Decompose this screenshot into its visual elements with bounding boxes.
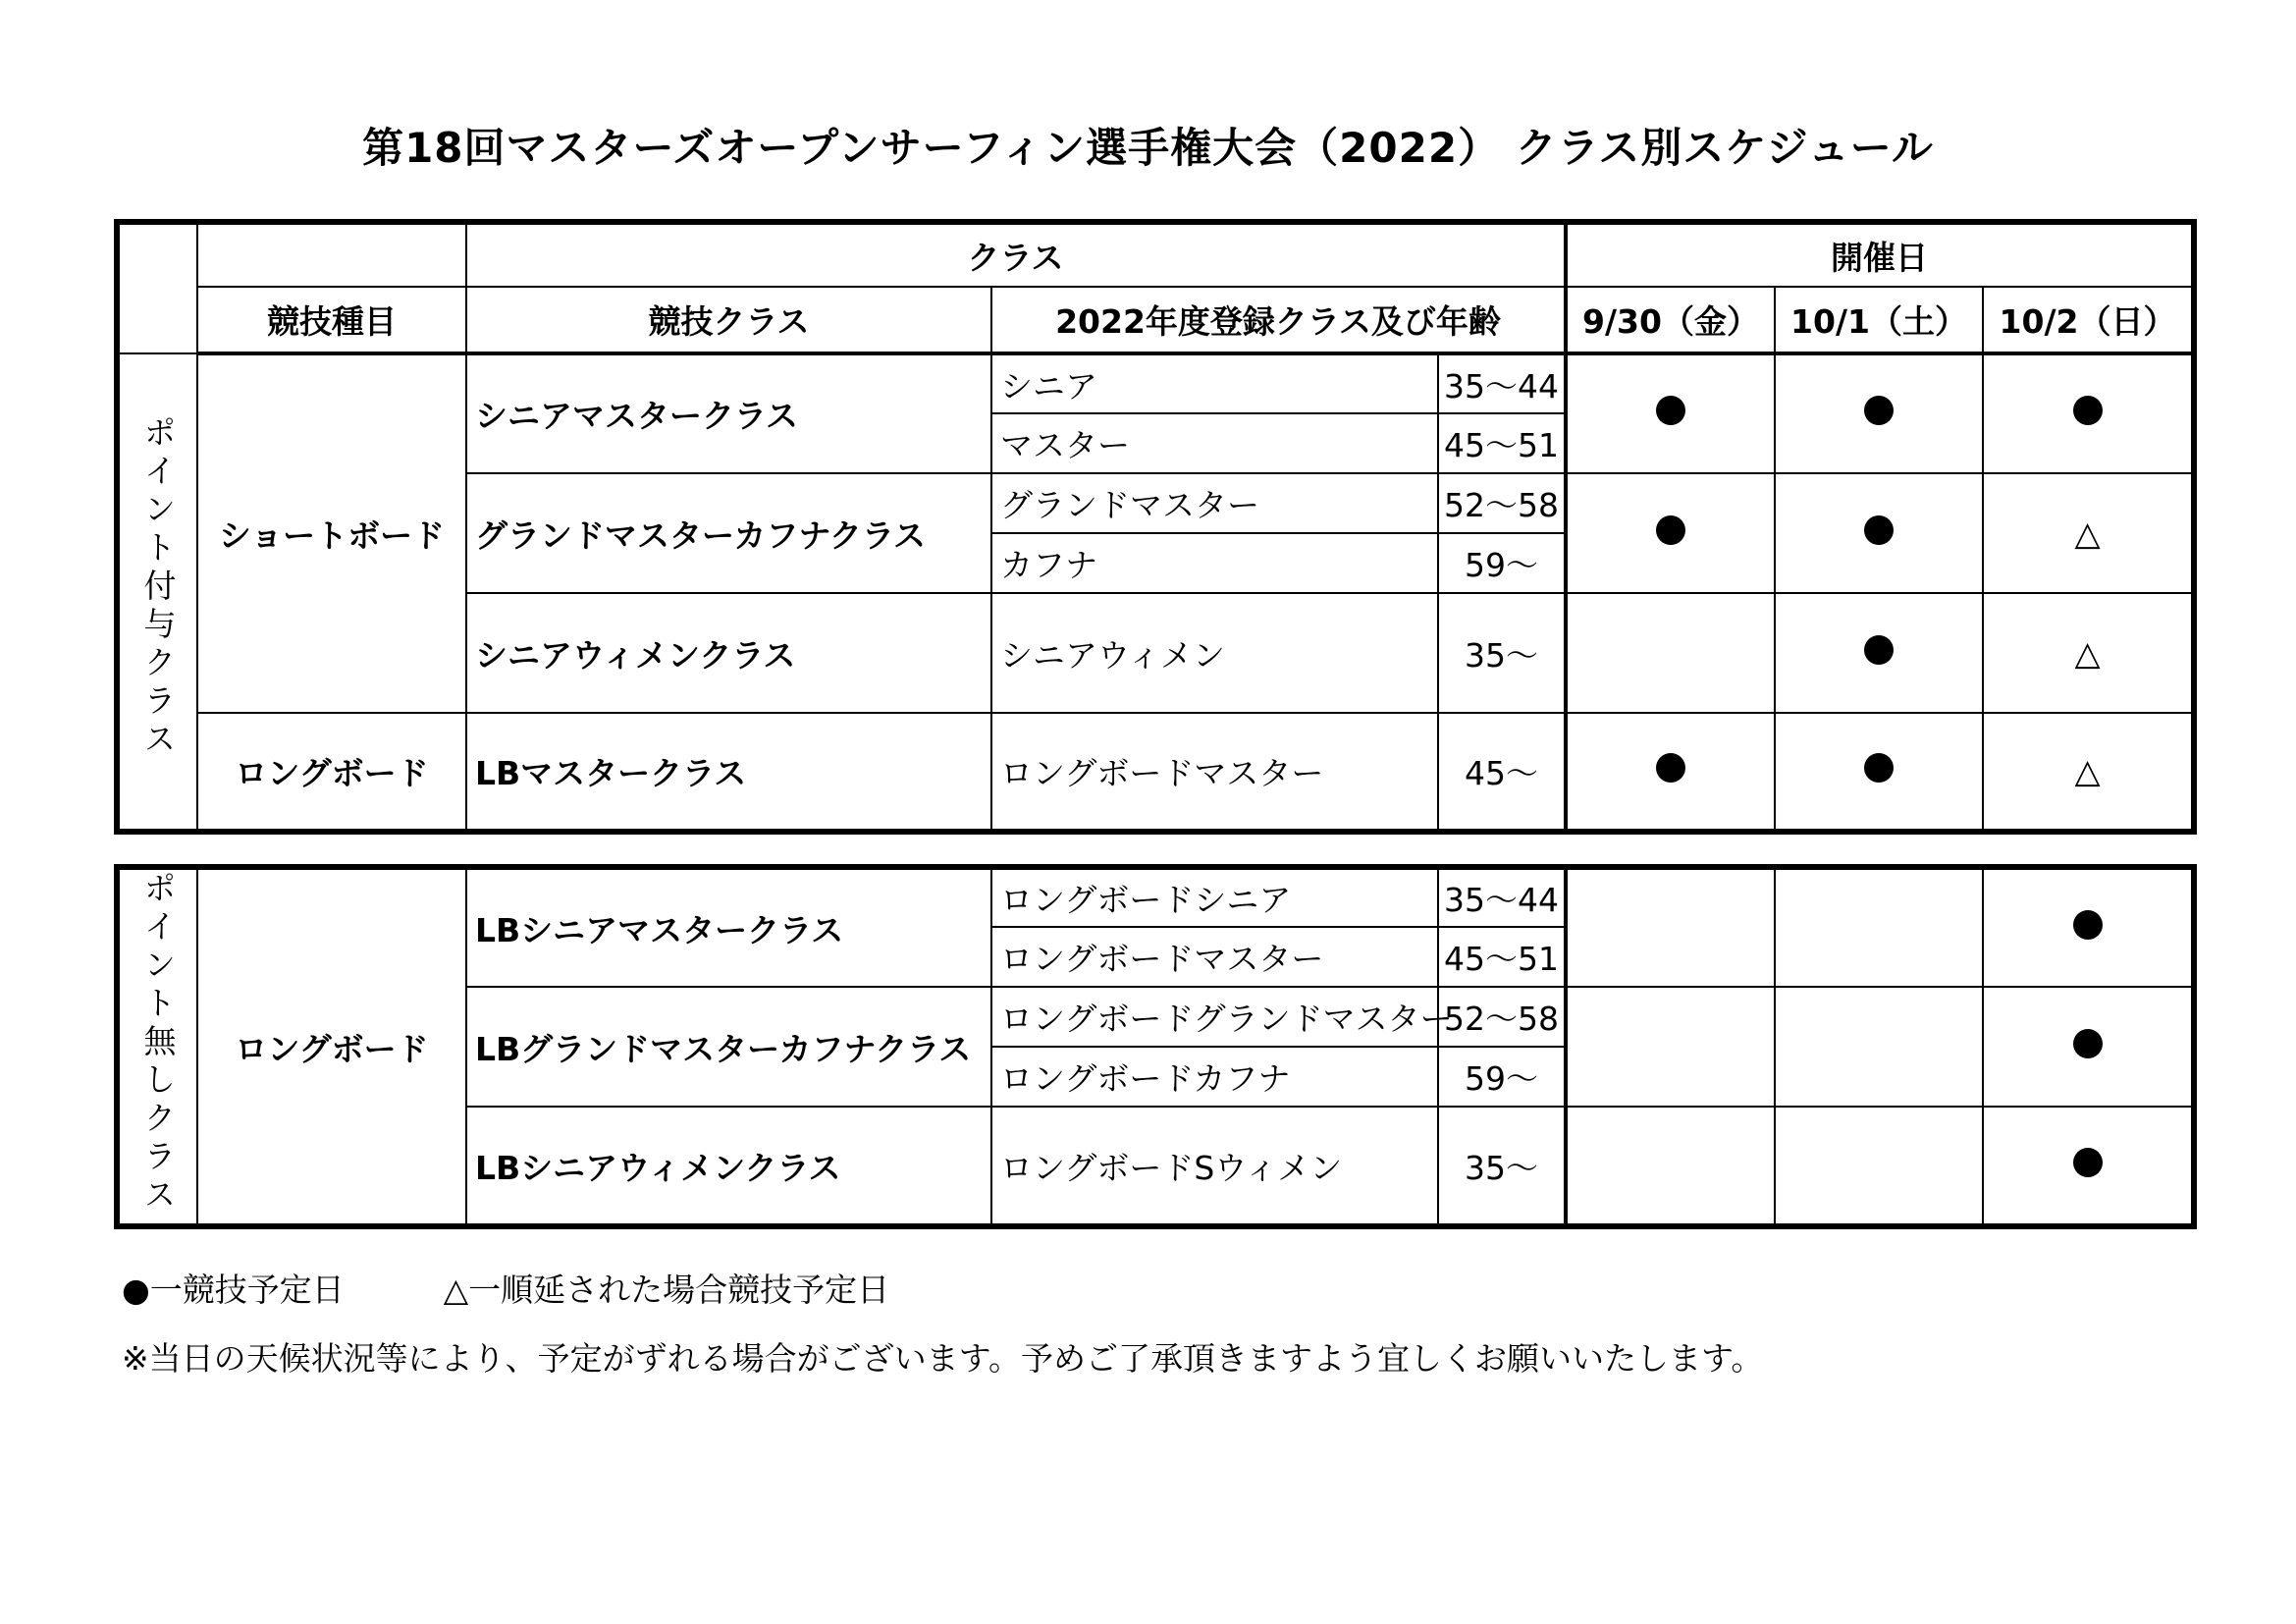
header-class-group: クラス (466, 222, 1566, 287)
event-longboard: ロングボード (197, 713, 466, 832)
class-name: LBグランドマスターカフナクラス (466, 987, 991, 1107)
reg-age: 52～58 (1438, 987, 1566, 1047)
reg-class: マスター (991, 413, 1438, 473)
scheduled-dot-icon (1864, 753, 1894, 783)
scheduled-dot-icon (1864, 515, 1894, 545)
legend (122, 1265, 889, 1311)
section-label-points: ポイント付与クラス (117, 353, 197, 832)
reg-age: 35～ (1438, 593, 1566, 713)
mark-cell (1983, 867, 2194, 987)
mark-cell (1566, 867, 1775, 987)
mark-cell (1566, 1107, 1775, 1226)
mark-cell (1775, 987, 1983, 1107)
mark-cell (1775, 1107, 1983, 1226)
scheduled-dot-icon (1656, 396, 1685, 425)
mark-cell (1566, 473, 1775, 593)
page-title: 第18回マスターズオープンサーフィン選手権大会（2022） クラス別スケジュール (362, 124, 1934, 172)
reg-age: 59～ (1438, 533, 1566, 593)
mark-cell (1983, 473, 2194, 593)
mark-cell (1566, 593, 1775, 713)
reg-age: 45～51 (1438, 927, 1566, 987)
class-name: シニアマスタークラス (466, 353, 991, 473)
mark-cell (1775, 713, 1983, 832)
header-event: 競技種目 (197, 287, 466, 353)
header-corner (117, 222, 197, 353)
scheduled-dot-icon (1656, 515, 1685, 545)
legend-triangle: △一順延された場合競技予定日 (443, 1271, 890, 1309)
header-date-3: 10/2（日） (1983, 287, 2194, 353)
reg-age: 45～51 (1438, 413, 1566, 473)
mark-cell (1775, 867, 1983, 987)
reg-age: 45～ (1438, 713, 1566, 832)
reg-class: ロングボードシニア (991, 867, 1438, 927)
postponed-triangle-icon: △ (2074, 514, 2101, 554)
reg-age: 35～44 (1438, 353, 1566, 413)
class-name: シニアウィメンクラス (466, 593, 991, 713)
scheduled-dot-icon (1656, 753, 1685, 783)
legend-dot: ●一競技予定日 (122, 1271, 345, 1309)
header-date-2: 10/1（土） (1775, 287, 1983, 353)
header-date-1: 9/30（金） (1566, 287, 1775, 353)
mark-cell (1775, 353, 1983, 473)
scheduled-dot-icon (2073, 1148, 2103, 1177)
mark-cell (1775, 473, 1983, 593)
reg-class: ロングボードマスター (991, 713, 1438, 832)
postponed-triangle-icon: △ (2074, 752, 2101, 791)
reg-age: 59～ (1438, 1047, 1566, 1107)
event-shortboard: ショートボード (197, 353, 466, 713)
reg-class: ロングボードカフナ (991, 1047, 1438, 1107)
mark-cell (1983, 1107, 2194, 1226)
scheduled-dot-icon (1864, 396, 1894, 425)
scheduled-dot-icon (1864, 635, 1894, 665)
class-name: グランドマスターカフナクラス (466, 473, 991, 593)
class-name: LBシニアウィメンクラス (466, 1107, 991, 1226)
scheduled-dot-icon (2073, 910, 2103, 940)
footnote: ※当日の天候状況等により、予定がずれる場合がございます。予めご了承頂きますよう宜しくお願いいたします。 (122, 1339, 1764, 1378)
event-longboard: ロングボード (197, 867, 466, 1226)
postponed-triangle-icon: △ (2074, 633, 2101, 674)
mark-cell (1566, 713, 1775, 832)
header-registration: 2022年度登録クラス及び年齢 (991, 287, 1566, 353)
reg-class: カフナ (991, 533, 1438, 593)
schedule-table-no-points (114, 864, 2197, 1229)
class-name: LBシニアマスタークラス (466, 867, 991, 987)
scheduled-dot-icon (2073, 1029, 2103, 1058)
mark-cell (1983, 987, 2194, 1107)
section-label-no-points: ポイント無しクラス (117, 867, 197, 1226)
reg-class: シニアウィメン (991, 593, 1438, 713)
mark-cell (1983, 713, 2194, 832)
header-blank (197, 222, 466, 287)
reg-class: ロングボードSウィメン (991, 1107, 1438, 1226)
schedule-table-points (114, 219, 2197, 835)
scheduled-dot-icon (2073, 396, 2103, 425)
reg-age: 35～44 (1438, 867, 1566, 927)
mark-cell (1566, 987, 1775, 1107)
mark-cell (1566, 353, 1775, 473)
reg-age: 35～ (1438, 1107, 1566, 1226)
mark-cell (1983, 353, 2194, 473)
reg-class: ロングボードグランドマスター (991, 987, 1438, 1047)
mark-cell (1775, 593, 1983, 713)
mark-cell (1983, 593, 2194, 713)
reg-class: シニア (991, 353, 1438, 413)
reg-class: グランドマスター (991, 473, 1438, 533)
reg-class: ロングボードマスター (991, 927, 1438, 987)
header-date-group: 開催日 (1566, 222, 2194, 287)
class-name: LBマスタークラス (466, 713, 991, 832)
reg-age: 52～58 (1438, 473, 1566, 533)
header-class: 競技クラス (466, 287, 991, 353)
